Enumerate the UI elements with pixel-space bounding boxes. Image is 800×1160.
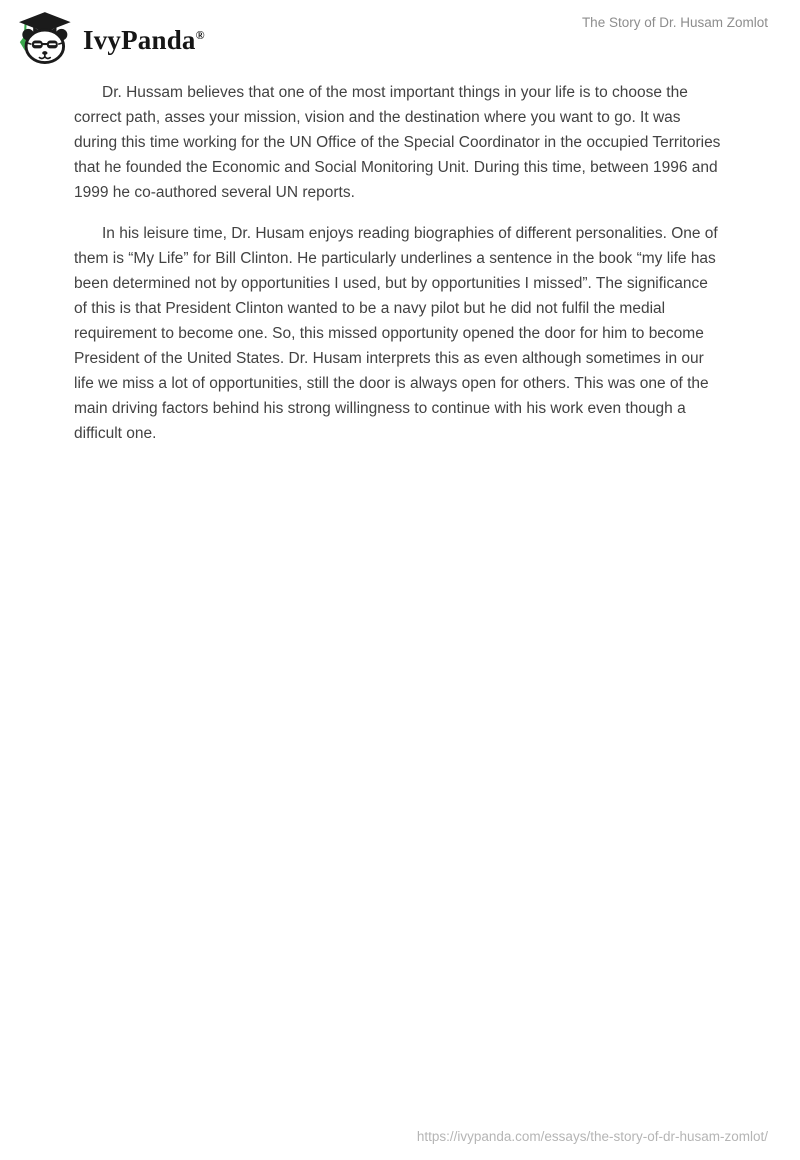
page-header	[0, 0, 800, 69]
paragraph-2: In his leisure time, Dr. Husam enjoys reading biographies of different personalities. One of them is “My Life” for Bill Clinton. He particularly underlines a sentence in the book “my life has been determined not by opportunities I used, but by opportunities I missed”. The significance of this is that President Clinton wanted to be a navy pilot but he did not fulfil the medial requirement to become one. So, this missed opportunity opened the door for him to become President of the United States. Dr. Husam interprets this as even although sometimes in our life we miss a lot of opportunities, still the door is always open for others. This was one of the main driving factors behind his strong willingness to continue with his work even though a difficult one.	[74, 225, 718, 442]
essay-body	[74, 80, 722, 446]
brand-name	[83, 6, 205, 69]
page-footer	[417, 1129, 768, 1144]
brand-name-text: IvyPanda	[83, 25, 196, 55]
registered-trademark-mark: ®	[195, 28, 205, 42]
panda-graduation-cap-icon	[14, 9, 74, 67]
ivypanda-logo	[14, 6, 205, 69]
source-url-link[interactable]: https://ivypanda.com/essays/the-story-of-dr-husam-zomlot/	[416, 1129, 768, 1144]
document-title: The Story of Dr. Husam Zomlot	[581, 15, 768, 30]
paragraph-1: Dr. Hussam believes that one of the most important things in your life is to choose the correct path, asses your mission, vision and the destination where you want to go. It was during this time working for the UN Office of the Special Coordinator in the occupied Territories that he founded the Economic and Social Monitoring Unit. During this time, between 1996 and 1999 he co-authored several UN reports.	[74, 84, 721, 201]
